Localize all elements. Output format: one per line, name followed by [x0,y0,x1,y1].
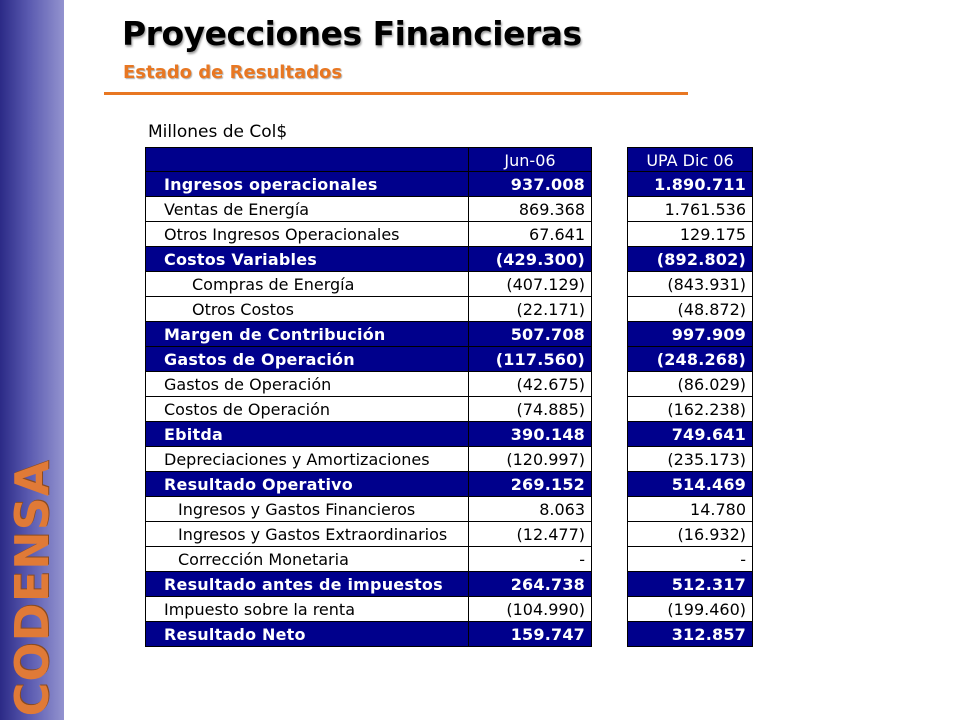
upa-row [627,447,753,472]
upa-row [627,547,753,572]
row-upa-value: (162.238) [627,397,753,422]
row-label: Otros Ingresos Operacionales [145,222,469,247]
row-label: Otros Costos [145,297,469,322]
row-label: Ingresos y Gastos Extraordinarios [145,522,469,547]
upa-row [627,172,753,197]
table-row [145,447,592,472]
header-label-cell [145,147,469,172]
upa-row [627,297,753,322]
table-row [145,222,592,247]
table-row [145,322,592,347]
table-row [145,622,592,647]
table-header-row [145,147,592,172]
row-label: Corrección Monetaria [145,547,469,572]
row-jun-value: (22.171) [469,297,592,322]
upa-row [627,247,753,272]
row-label: Gastos de Operación [145,372,469,397]
row-jun-value: - [469,547,592,572]
table-row [145,572,592,597]
row-label: Depreciaciones y Amortizaciones [145,447,469,472]
upa-row [627,572,753,597]
table-row [145,397,592,422]
row-jun-value: 67.641 [469,222,592,247]
codensa-logo: CODENSA [5,459,59,717]
row-label: Compras de Energía [145,272,469,297]
header-jun-06: Jun-06 [469,147,592,172]
table-row [145,247,592,272]
row-label: Ingresos y Gastos Financieros [145,497,469,522]
upa-row [627,197,753,222]
row-label: Ventas de Energía [145,197,469,222]
table-row [145,472,592,497]
row-jun-value: 8.063 [469,497,592,522]
page-subtitle: Estado de Resultados [123,62,343,83]
table-row [145,597,592,622]
row-upa-value: 1.761.536 [627,197,753,222]
row-label: Costos Variables [145,247,469,272]
row-label: Resultado antes de impuestos [145,572,469,597]
row-upa-value: 514.469 [627,472,753,497]
row-upa-value: 512.317 [627,572,753,597]
table-header-upa-row [627,147,753,172]
row-jun-value: 507.708 [469,322,592,347]
row-upa-value: 129.175 [627,222,753,247]
upa-row [627,422,753,447]
row-upa-value: (199.460) [627,597,753,622]
row-upa-value: 14.780 [627,497,753,522]
upa-row [627,322,753,347]
row-label: Resultado Neto [145,622,469,647]
row-label: Impuesto sobre la renta [145,597,469,622]
row-upa-value: (892.802) [627,247,753,272]
row-jun-value: (429.300) [469,247,592,272]
row-jun-value: (104.990) [469,597,592,622]
row-label: Ingresos operacionales [145,172,469,197]
row-upa-value: 312.857 [627,622,753,647]
upa-row [627,222,753,247]
row-upa-value: - [627,547,753,572]
row-upa-value: 749.641 [627,422,753,447]
units-label: Millones de Col$ [148,122,288,142]
row-upa-value: 997.909 [627,322,753,347]
row-jun-value: 264.738 [469,572,592,597]
row-upa-value: (843.931) [627,272,753,297]
row-label: Costos de Operación [145,397,469,422]
upa-row [627,597,753,622]
header-upa-dic-06: UPA Dic 06 [627,147,753,172]
table-row [145,422,592,447]
row-upa-value: (235.173) [627,447,753,472]
row-upa-value: (86.029) [627,372,753,397]
upa-row [627,472,753,497]
upa-row [627,347,753,372]
row-label: Ebitda [145,422,469,447]
row-jun-value: (407.129) [469,272,592,297]
upa-row [627,622,753,647]
table-row [145,197,592,222]
table-row [145,497,592,522]
row-jun-value: 869.368 [469,197,592,222]
row-jun-value: (117.560) [469,347,592,372]
row-jun-value: (12.477) [469,522,592,547]
row-label: Resultado Operativo [145,472,469,497]
row-jun-value: (42.675) [469,372,592,397]
table-row [145,372,592,397]
page-title: Proyecciones Financieras [122,14,582,53]
row-upa-value: (48.872) [627,297,753,322]
row-jun-value: 390.148 [469,422,592,447]
upa-row [627,272,753,297]
row-upa-value: 1.890.711 [627,172,753,197]
row-jun-value: 937.008 [469,172,592,197]
side-banner [0,0,64,720]
table-row [145,522,592,547]
table-row [145,272,592,297]
row-jun-value: (74.885) [469,397,592,422]
upa-row [627,497,753,522]
row-upa-value: (248.268) [627,347,753,372]
table-row [145,297,592,322]
table-row [145,347,592,372]
table-row [145,547,592,572]
row-label: Gastos de Operación [145,347,469,372]
title-underline [104,92,688,95]
upa-row [627,372,753,397]
table-row [145,172,592,197]
row-label: Margen de Contribución [145,322,469,347]
row-upa-value: (16.932) [627,522,753,547]
upa-row [627,397,753,422]
row-jun-value: (120.997) [469,447,592,472]
upa-row [627,522,753,547]
row-jun-value: 269.152 [469,472,592,497]
row-jun-value: 159.747 [469,622,592,647]
